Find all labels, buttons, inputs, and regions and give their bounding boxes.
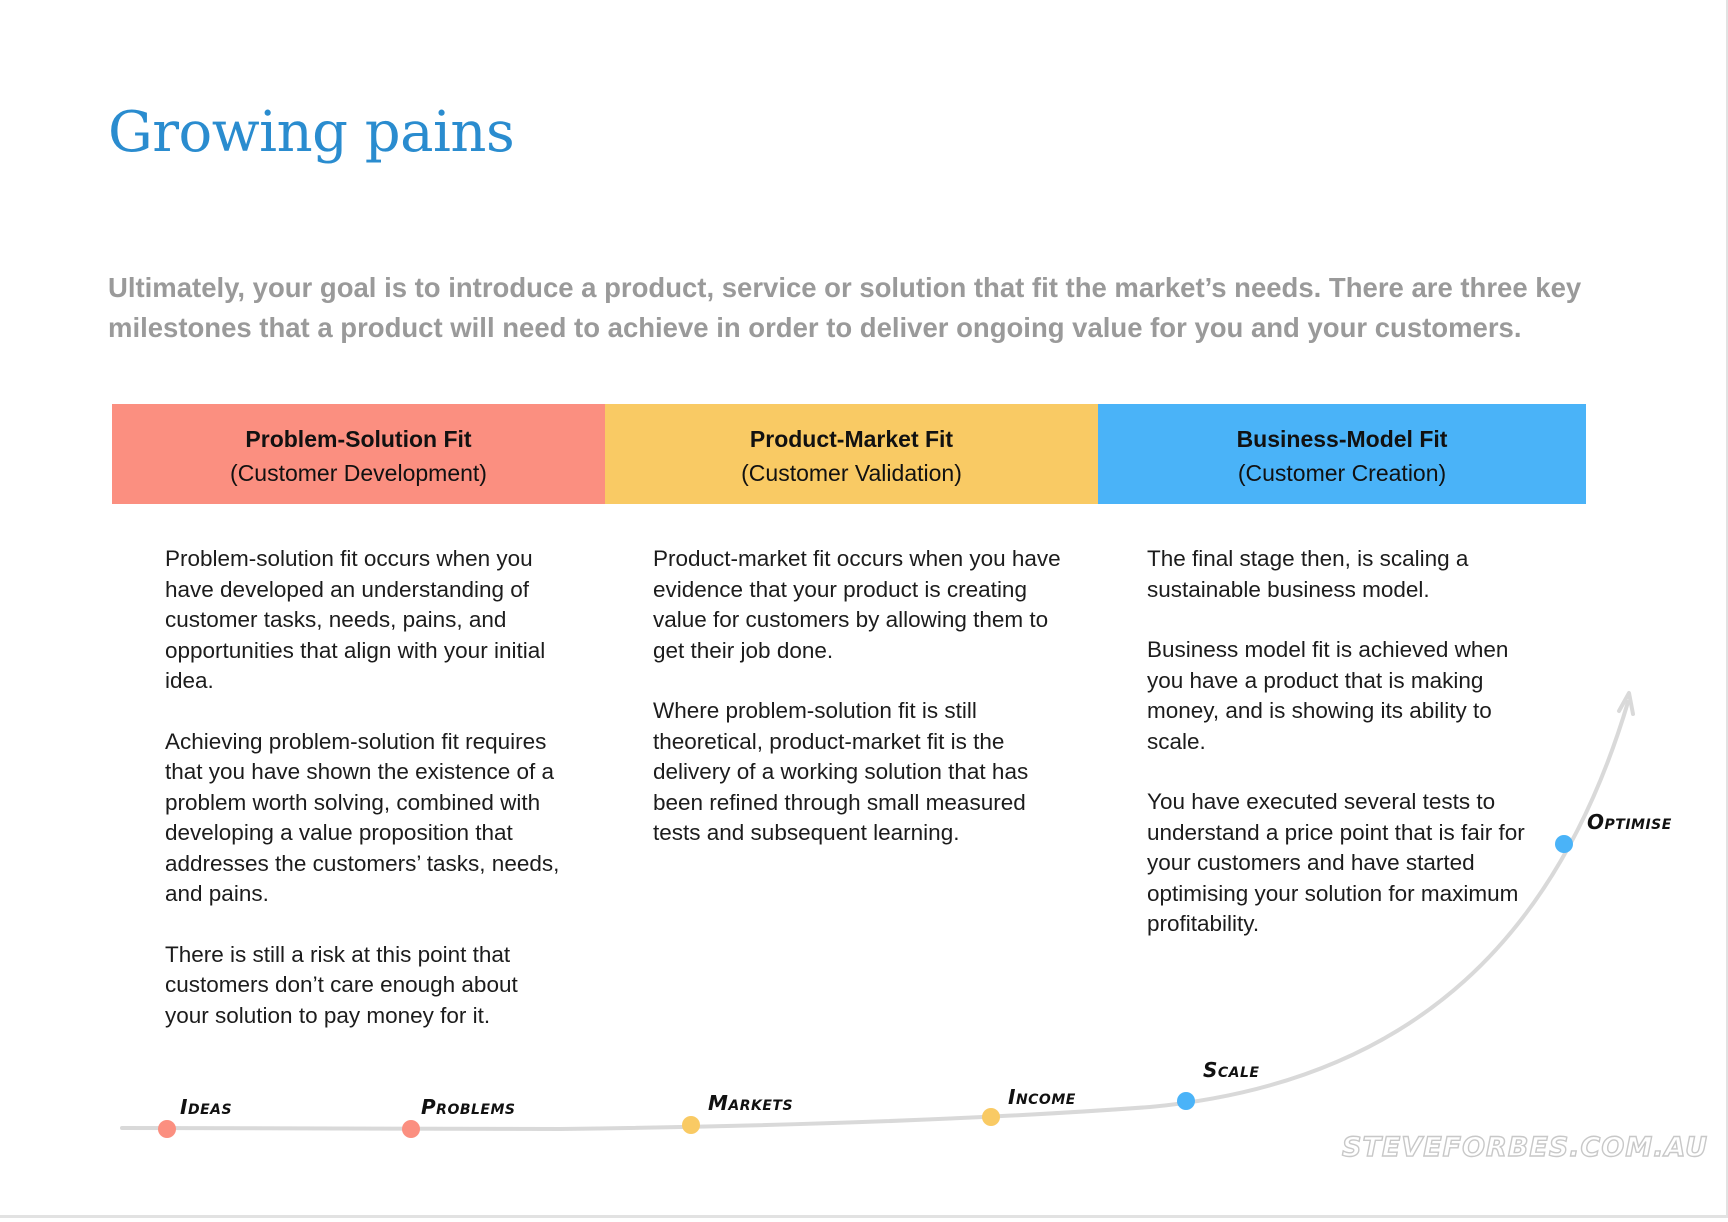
website-watermark: STEVEFORBES.COM.AU: [1342, 1132, 1709, 1163]
paragraph: You have executed several tests to understand a price point that is fair for your customers and have started optimising your solution for maximum profitability.: [1147, 789, 1525, 936]
milestone-dot-scale: [1177, 1092, 1195, 1110]
page-title: Growing pains: [108, 100, 515, 165]
milestone-label-ideas: Ideas: [180, 1095, 233, 1119]
paragraph: Business model fit is achieved when you have a product that is making money, and is showing its ability to scale.: [1147, 637, 1509, 754]
paragraph: Product-market fit occurs when you have evidence that your product is creating value for customers by allowing them to get their job done.: [653, 546, 1061, 663]
paragraph: The final stage then, is scaling a sustainable business model.: [1147, 546, 1469, 602]
growth-curve: [122, 702, 1628, 1129]
paragraph: There is still a risk at this point that customers don’t care enough about your solution to pay money for it.: [165, 941, 518, 1028]
stage-subtitle: (Customer Development): [230, 460, 487, 486]
paragraph: Where problem-solution fit is still theoretical, product-market fit is the delivery of a working solution that has been refined through small measured tests and subsequent learning.: [653, 698, 1029, 845]
stage-title: Product-Market Fit: [749, 426, 954, 452]
milestone-dot-problems: [402, 1120, 420, 1138]
milestone-dot-optimise: [1555, 835, 1573, 853]
milestone-label-scale: Scale: [1203, 1058, 1260, 1082]
paragraph: Problem-solution fit occurs when you have developed an understanding of customer tasks, needs, pains, and opportunities that align with your initial idea.: [165, 546, 546, 693]
intro-paragraph: Ultimately, your goal is to introduce a product, service or solution that fit the market’s needs. There are three key milestones that a product will need to achieve in order to deliver ongoing value for you and your customers.: [108, 272, 1582, 343]
stage-title: Problem-Solution Fit: [245, 426, 472, 452]
milestone-label-markets: Markets: [708, 1091, 794, 1115]
paragraph: Achieving problem-solution fit requires that you have shown the existence of a problem worth solving, combined with developing a value proposition that addresses the customers’ tasks, needs, and pains.: [165, 728, 560, 906]
stage-title: Business-Model Fit: [1236, 426, 1448, 452]
milestone-label-optimise: Optimise: [1587, 810, 1672, 834]
milestone-dot-income: [982, 1108, 1000, 1126]
milestone-dot-markets: [682, 1116, 700, 1134]
milestone-dot-ideas: [158, 1120, 176, 1138]
milestone-label-income: Income: [1008, 1085, 1076, 1109]
stage-subtitle: (Customer Validation): [741, 460, 962, 486]
milestone-label-problems: Problems: [421, 1095, 516, 1119]
stage-subtitle: (Customer Creation): [1237, 460, 1447, 486]
